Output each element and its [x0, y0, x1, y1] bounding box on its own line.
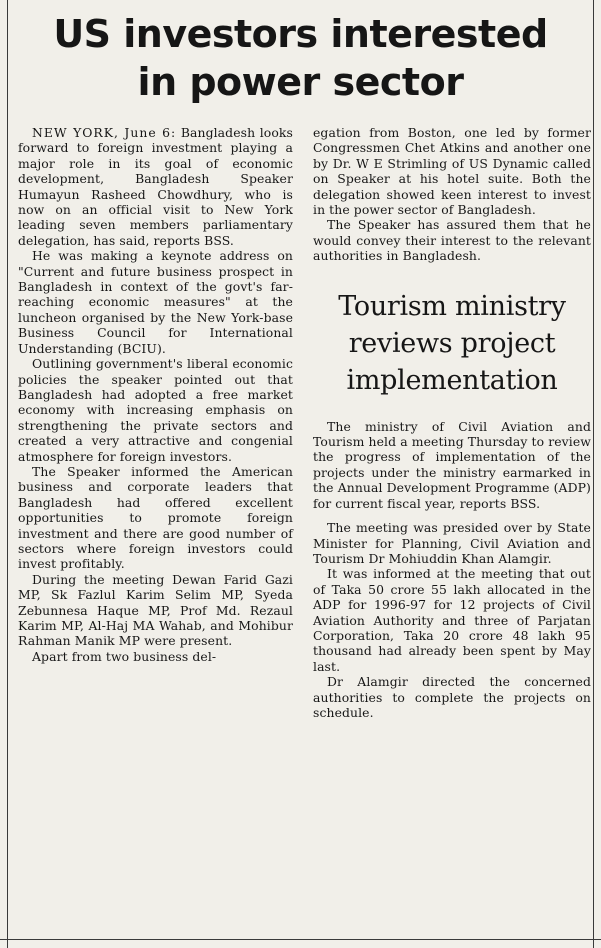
article-paragraph: Dr Alamgir directed the concerned authorities to complete the projects on schedule. — [313, 674, 591, 720]
tourism-headline: Tourism ministry reviews project implementation — [338, 290, 566, 396]
right-column — [313, 125, 591, 720]
column-rule-right — [593, 0, 594, 948]
headline-line-1: US investors interested — [53, 12, 548, 56]
article-paragraph: It was informed at the meeting that out of Taka 50 crore 55 lakh allocated in the ADP for 1996-97 for 12 projects of Civil Aviation Authority and three of Parjatan Corporation, Taka 20 crore 48 lakh 95 thousand had already been spent by May last. — [313, 566, 591, 674]
bottom-rule — [0, 939, 601, 940]
article-paragraph-continued: egation from Boston, one led by former Congressmen Chet Atkins and another one by Dr. W E Strimling of US Dynamic called on Speaker at his hotel suite. Both the delegation showed keen interest to invest in the power sector of Bangladesh. — [313, 125, 591, 218]
article-paragraph: The Speaker has assured them that he would convey their interest to the relevant authorities in Bangladesh. — [313, 217, 591, 264]
headline-line-2: in power sector — [137, 60, 464, 104]
article-paragraph: During the meeting Dewan Farid Gazi MP, Sk Fazlul Karim Selim MP, Syeda Zebunnesa Haque MP, Prof Md. Rezaul Karim MP, Al-Haj MA Wahab, and Mohibur Rahman Manik MP were present. — [18, 571, 293, 649]
dateline: NEW YORK, June 6: — [32, 125, 177, 140]
left-column — [18, 125, 293, 664]
article-paragraph: The Speaker informed the American business and corporate leaders that Bangladesh had offered excellent opportunities to promote foreign investment and there are good number of sectors where foreign investors could invest profitably. — [18, 463, 293, 572]
paragraph-text: Bangladesh looks forward to foreign investment playing a major role in its goal of economic development, Bangladesh Speaker Humayun Rasheed Chowdhury, who is now on an official visit to New York leading seven members parliamentary delegation, has said, reports BSS. — [18, 125, 293, 248]
article-paragraph: Apart from two business del- — [32, 648, 217, 664]
column-rule-left — [7, 0, 8, 948]
article-paragraph: He was making a keynote address on "Current and future business prospect in Bangladesh in context of the govt's far-reaching economic measures" at the luncheon organised by the New York-base Business Council for International Understanding (BCIU). — [18, 248, 293, 356]
article-paragraph: Outlining government's liberal economic policies the speaker pointed out that Bangladesh had adopted a free market economy with increasing emphasis on strengthening the private sectors and created a very attractive and congenial atmosphere for foreign investors. — [18, 356, 293, 464]
article-paragraph — [18, 125, 293, 248]
article-paragraph: The ministry of Civil Aviation and Tourism held a meeting Thursday to review the progress of implementation of the projects under the ministry earmarked in the Annual Development Programme (ADP) for current fiscal year, reports BSS. — [313, 418, 591, 511]
article-headline — [8, 10, 593, 106]
article-paragraph: The meeting was presided over by State Minister for Planning, Civil Aviation and Tourism Dr Mohiuddin Khan Alamgir. — [313, 520, 591, 566]
